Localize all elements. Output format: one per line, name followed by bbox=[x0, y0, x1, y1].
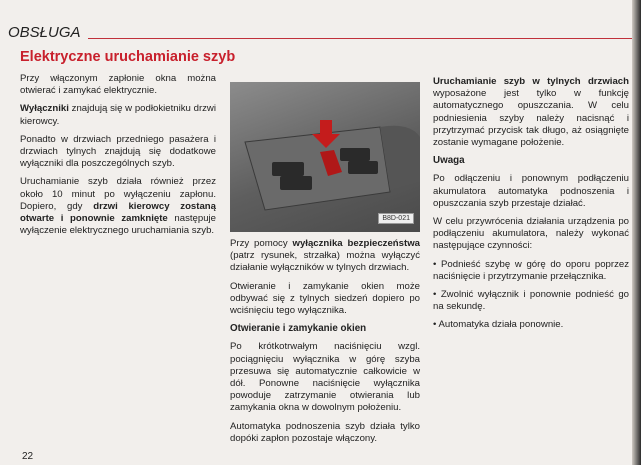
text-segment: • Podnieść szybę w górę do oporu poprzez naciśnięcie i przytrzymanie przełącznika. bbox=[433, 258, 629, 282]
text-segment: Uruchamianie szyb w tylnych drzwiach bbox=[433, 76, 629, 87]
paragraph bbox=[230, 238, 420, 275]
middle-column bbox=[230, 238, 420, 451]
text-segment: wyłącznika bezpieczeństwa bbox=[292, 238, 420, 249]
paragraph bbox=[20, 134, 216, 171]
paragraph bbox=[433, 289, 629, 313]
paragraph bbox=[230, 421, 420, 445]
paragraph bbox=[20, 176, 216, 237]
subheading bbox=[433, 155, 629, 167]
right-column bbox=[433, 76, 629, 338]
left-column bbox=[20, 73, 216, 243]
text-segment: Otwieranie i zamykanie okien bbox=[230, 323, 367, 335]
page-number: 22 bbox=[22, 451, 34, 462]
paragraph bbox=[20, 103, 216, 127]
window-switch-figure bbox=[230, 82, 420, 232]
door-switch-panel-illustration bbox=[230, 82, 420, 232]
paragraph bbox=[230, 341, 420, 414]
paragraph bbox=[230, 281, 420, 318]
text-segment: Uruchamianie szyb działa również przez około 10 minut po wyłączeniu zapłonu. Dopiero, gdy bbox=[20, 176, 216, 212]
text-segment: Ponadto w drzwiach przedniego pasażera i drzwiach tylnych znajdują się dodatkowe wyłączniki dla poszczególnych szyb. bbox=[20, 133, 216, 170]
text-segment: Po krótkotrwałym naciśnięciu wzgl. pociągnięciu wyłącznika w górę szyba przesuwa się automatycznie całkowicie w dół. Ponowne naciśnięcie wyłącznika powoduje zatrzymanie otwierania lub zamykania okna w dowolnym położeniu. bbox=[230, 341, 420, 414]
paragraph bbox=[433, 259, 629, 283]
paragraph bbox=[433, 319, 629, 331]
text-segment: Po odłączeniu i ponownym podłączeniu akumulatora automatyka podnoszenia i opuszczania szyb przestaje działać. bbox=[433, 173, 629, 209]
text-segment: Przy włączonym zapłonie okna można otwierać i zamykać elektrycznie. bbox=[20, 73, 216, 97]
text-segment: Przy pomocy bbox=[230, 238, 293, 249]
paragraph bbox=[433, 216, 629, 253]
section-header: OBSŁUGA bbox=[8, 24, 81, 41]
paragraph bbox=[20, 73, 216, 97]
paragraph bbox=[433, 173, 629, 210]
text-segment: znajdują się w podłokietniku drzwi kierowcy. bbox=[20, 103, 216, 127]
text-segment: • Automatyka działa ponownie. bbox=[433, 319, 564, 331]
page-binding-shadow bbox=[632, 0, 641, 465]
text-segment: Uwaga bbox=[433, 155, 465, 167]
subheading bbox=[230, 323, 420, 335]
text-segment: Wyłączniki bbox=[20, 103, 69, 115]
text-segment: drzwi kierowcy zostaną otwarte i ponownie zamknięte bbox=[20, 200, 216, 225]
figure-label: B8D-021 bbox=[378, 213, 414, 224]
text-segment: Automatyka podnoszenia szyb działa tylko dopóki zapłon pozostaje włączony. bbox=[230, 420, 420, 444]
text-segment: W celu przywrócenia działania urządzenia po podłączeniu akumulatora, należy wykonać następujące czynności: bbox=[433, 216, 629, 252]
page-title: Elektryczne uruchamianie szyb bbox=[20, 49, 236, 65]
header-rule bbox=[88, 38, 633, 39]
text-segment: • Zwolnić wyłącznik i ponownie podnieść go na sekundę. bbox=[433, 289, 629, 313]
text-segment: następuje wyłączenie elektrycznego uruchamiania szyb. bbox=[20, 213, 216, 237]
text-segment: Otwieranie i zamykanie okien może odbywać się z tylnych siedzeń dopiero po wciśnięciu tego wyłącznika. bbox=[230, 280, 420, 317]
paragraph bbox=[433, 76, 629, 149]
text-segment: (patrz rysunek, strzałka) można wyłączyć działanie wyłączników w tylnych drzwiach. bbox=[230, 250, 420, 274]
text-segment: wyposażone jest tylko w funkcję automatycznego opuszczania. W celu podniesienia szyby należy nacisnąć i przytrzymać przycisk tak długo, aż osiągnięte zostanie wymagane położenie. bbox=[433, 88, 629, 149]
